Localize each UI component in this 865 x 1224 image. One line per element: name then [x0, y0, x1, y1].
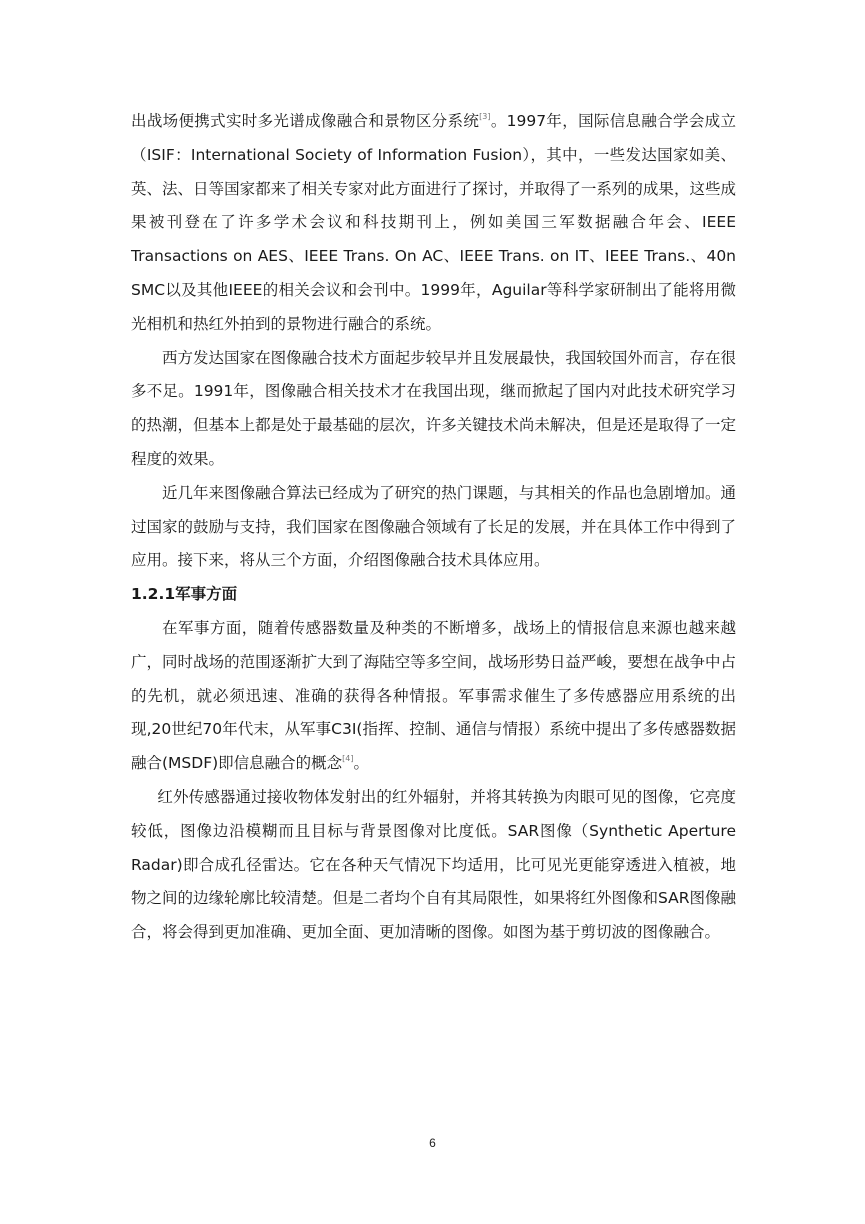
citation-3[interactable]: [3] — [479, 112, 491, 121]
paragraph-text: 在军事方面，随着传感器数量及种类的不断增多，战场上的情报信息来源也越来越广，同时战场的范围逐渐扩大到了海陆空等多空间，战场形势日益严峻，要想在战争中占的先机，就必须迅速、准确的获得各种情报。军事需求催生了多传感器应用系统的出现,20世纪70年代末，从军事C3I(指挥、控制、通信与情报）系统中提出了多传感器数据融合(MSDF)即信息融合的概念 — [131, 618, 736, 773]
paragraph-text: 出战场便携式实时多光谱成像融合和景物区分系统 — [131, 112, 480, 130]
paragraph-1 — [131, 105, 736, 342]
citation-4[interactable]: [4] — [342, 754, 354, 764]
page-number: 6 — [429, 1136, 436, 1150]
paragraph-text: 。1997年，国际信息融合学会成立（ISIF：International Society of Information Fusion），其中，一些发达国家如美、英、法、日等国家都来了相关专家对此方面进行了探讨，并取得了一系列的成果，这些成果被刊登在了许多学术会议和科技期刊上，例如美国三军数据融合年会、IEEE Transactions on AES、IEEE Trans. On AC、IEEE Trans. on IT、IEEE Trans.、40n SMC以及其他IEEE的相关会议和会刊中。1999年，Aguilar等科学家研制出了能将用微光相机和热红外拍到的景物进行融合的系统。 — [131, 112, 736, 333]
paragraph-5: 红外传感器通过接收物体发射出的红外辐射，并将其转换为肉眼可见的图像，它亮度较低，图像边沿模糊而且目标与背景图像对比度低。SAR图像（Synthetic Aperture Radar)即合成孔径雷达。它在各种天气情况下均适用，比可见光更能穿透进入植被，地物之间的边缘轮廓比较清楚。但是二者均个自有其局限性，如果将红外图像和SAR图像融合，将会得到更加准确、更加全面、更加清晰的图像。如图为基于剪切波的图像融合。 — [131, 787, 737, 942]
paragraph-3: 近几年来图像融合算法已经成为了研究的热门课题，与其相关的作品也急剧增加。通过国家的鼓励与支持，我们国家在图像融合领域有了长足的发展，并在具体工作中得到了应用。接下来，将从三个方面，介绍图像融合技术具体应用。 — [131, 483, 736, 570]
document-body — [131, 105, 736, 950]
paragraph-4 — [131, 612, 736, 781]
paragraph-text: 。 — [353, 754, 370, 773]
paragraph-2: 西方发达国家在图像融合技术方面起步较早并且发展最快，我国较国外而言，存在很多不足。1991年，图像融合相关技术才在我国出现，继而掀起了国内对此技术研究学习的热潮，但基本上都是处于最基础的层次，许多关键技术尚未解决，但是还是取得了一定程度的效果。 — [131, 348, 736, 468]
section-heading: 1.2.1军事方面 — [131, 585, 238, 604]
